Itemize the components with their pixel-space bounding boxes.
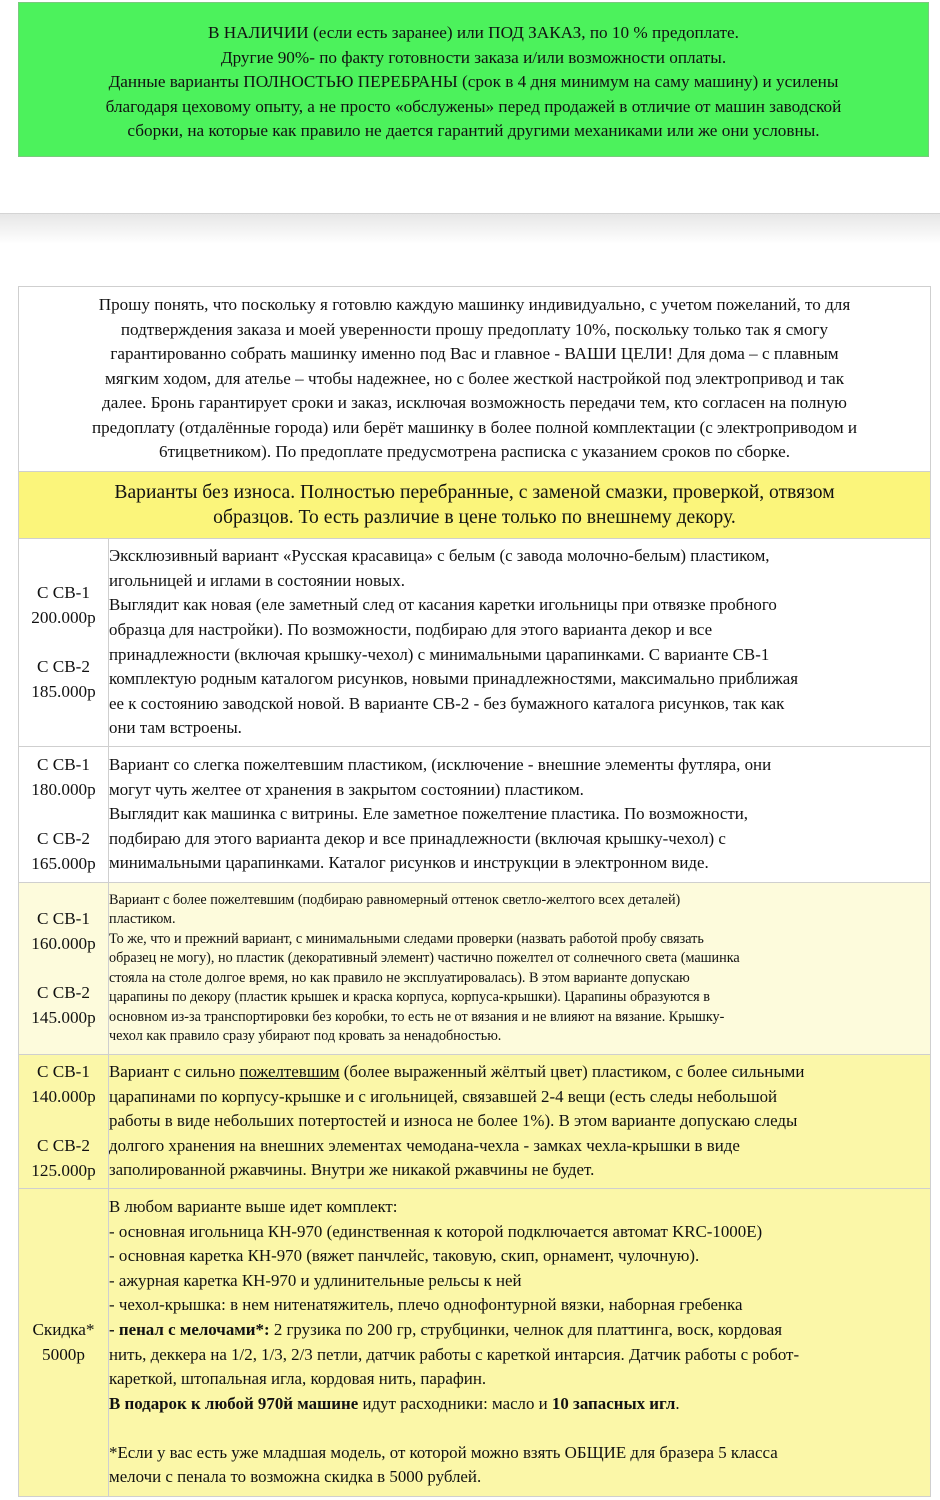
desc-text: Вариант с сильно: [109, 1062, 240, 1082]
desc-line: могут чуть желтее от хранения в закрытом состоянии) пластиком.: [109, 779, 584, 799]
note-line: предоплату (отдалённые города) или берёт машинку в более полной комплектации (с электроприводом и: [91, 417, 858, 437]
desc-line: долгого хранения на внешних элементах чемодана-чехла - замках чехла-крышки в виде: [109, 1135, 740, 1155]
discount-label: Скидка*: [32, 1320, 95, 1339]
price-cell: [19, 539, 109, 747]
desc-line: То же, что и прежний вариант, с минимальными следами проверки (назвать работой пробу связать: [109, 930, 704, 947]
desc-line: принадлежности (включая крышку-чехол) с минимальными царапинками. С варианте СВ-1: [109, 644, 770, 664]
desc-line: основном из-за транспортировки без коробки, то есть не от вязания и не влияют на вязание. Крышку-: [109, 1008, 725, 1025]
desc-line: пластиком.: [109, 911, 176, 927]
desc-line: царапины по декору (пластик крышек и краска корпуса, корпуса-крышки). Царапины образуются в: [109, 989, 710, 1005]
model-label: С СВ-1: [36, 909, 90, 928]
banner-line: Другие 90%- по факту готовности заказа и/или возможности оплаты.: [220, 47, 727, 67]
price-cell: [19, 747, 109, 883]
desc-line: Вариант со слегка пожелтевшим пластиком, (исключение - внешние элементы футляра, они: [109, 755, 772, 775]
desc-line: игольницей и иглами в состоянии новых.: [109, 570, 405, 590]
note-line: 6тицветником). По предоплате предусмотрена расписка с указанием сроков по сборке.: [159, 442, 790, 462]
note-line: мягким ходом, для ателье – чтобы надежнее, но с более жесткой настройкой под электропривод и так: [104, 368, 845, 388]
price-table: [18, 286, 931, 1497]
model-label: С СВ-2: [36, 1136, 90, 1155]
kit-text: 2 грузика по 200 гр, струбцинки, челнок для платтинга, воск, кордовая: [269, 1319, 783, 1339]
model-label: С СВ-2: [36, 829, 90, 848]
discount-amount: 5000р: [42, 1344, 85, 1364]
discount-cell: [19, 1189, 109, 1497]
desc-line: Выглядит как машинка с витрины. Еле заметное пожелтение пластика. По возможности,: [109, 804, 748, 824]
desc-line: Вариант с более пожелтевшим (подбираю равномерный оттенок светло-желтого всех деталей): [109, 891, 681, 908]
model-label: С СВ-1: [36, 1062, 90, 1081]
banner-line: сборки, на которые как правило не дается гарантий другими механиками или же они условны.: [127, 121, 820, 141]
price-value: 145.000р: [31, 1007, 96, 1027]
price-value: 185.000р: [31, 681, 96, 701]
desc-line: [109, 1060, 930, 1085]
note-line: подтверждения заказа и моей уверенности прошу предоплату 10%, поскольку только так я смогу: [120, 319, 829, 339]
footnote-line: *Если у вас есть уже младшая модель, от которой можно взять ОБЩИЕ для бразера 5 класса: [109, 1442, 778, 1462]
variant-description: [109, 883, 931, 1055]
kit-line: нить, деккера на 1/2, 1/3, 2/3 петли, датчик работы с кареткой интарсия. Датчик работы с робот-: [109, 1344, 800, 1364]
banner-line: В НАЛИЧИИ (если есть заранее) или ПОД ЗАКАЗ, по 10 % предоплате.: [208, 23, 739, 42]
desc-line: стояла на столе долгое время, но как правило не эксплуатировалась). В этом варианте допускаю: [109, 969, 690, 986]
kit-text: идут расходники: масло и: [358, 1393, 552, 1413]
price-cell: [19, 883, 109, 1055]
desc-line: комплектую родным каталогом рисунков, новыми принадлежностями, максимально приближая: [109, 669, 799, 689]
heading-line: Варианты без износа. Полностью перебранные, с заменой смазки, проверкой, отвязом: [114, 481, 835, 503]
price-cell: [19, 1055, 109, 1189]
kit-line: - чехол-крышка: в нем нитенатяжитель, плечо однофонтурной вязки, наборная гребенка: [109, 1295, 743, 1315]
kit-line: [109, 1318, 930, 1343]
variant-description: [109, 539, 931, 747]
banner-line: благодаря цеховому опыту, а не просто «обслужены» перед продажей в отличие от машин заводской: [105, 96, 842, 116]
price-value: 160.000р: [31, 933, 96, 953]
spare-needles: 10 запасных игл: [551, 1393, 676, 1413]
model-label: С СВ-2: [36, 657, 90, 676]
price-value: 180.000р: [31, 779, 96, 799]
model-label: С СВ-2: [36, 983, 90, 1002]
note-line: Прошу понять, что поскольку я готовлю каждую машинку индивидуально, с учетом пожеланий, то для: [98, 294, 851, 314]
desc-line: заполированной ржавчины. Внутри же никакой ржавчины не будет.: [109, 1160, 595, 1180]
price-value: 140.000р: [31, 1086, 96, 1106]
availability-banner: [18, 2, 929, 157]
price-value: 125.000р: [31, 1160, 96, 1180]
desc-line: Выглядит как новая (еле заметный след от касания каретки игольницы при отвязке пробного: [109, 595, 777, 615]
price-value: 165.000р: [31, 853, 96, 873]
model-label: С СВ-1: [36, 583, 90, 602]
section-separator: [0, 213, 940, 244]
desc-line: минимальными царапинками. Каталог рисунков и инструкции в электронном виде.: [109, 853, 709, 873]
kit-line: кареткой, штопальная игла, кордовая нить, парафин.: [109, 1369, 487, 1389]
desc-line: работы в виде небольших потертостей и износа не более 1%). В этом варианте допускаю следы: [109, 1111, 798, 1131]
desc-line: Эксклюзивный вариант «Русская красавица» с белым (с завода молочно-белым) пластиком,: [109, 546, 770, 566]
desc-line: они там встроены.: [109, 718, 242, 738]
variants-heading: [19, 472, 931, 539]
pencil-case-label: - пенал с мелочами*:: [109, 1319, 270, 1339]
gift-label: В подарок к любой 970й машине: [109, 1393, 359, 1413]
desc-line: царапинами по корпусу-крышке и с игольницей, связавшей 2-4 вещи (есть следы небольшой: [109, 1086, 778, 1106]
desc-line: ее к состоянию заводской новой. В варианте СВ-2 - без бумажного каталога рисунков, так как: [109, 693, 785, 713]
desc-underlined-text: пожелтевшим: [239, 1062, 340, 1082]
kit-line: - ажурная каретка КН-970 и удлинительные рельсы к ней: [109, 1270, 522, 1290]
desc-line: чехол как правило сразу убирают под кровать за ненадобностью.: [109, 1028, 502, 1044]
kit-text: .: [675, 1393, 680, 1413]
banner-line: Данные варианты ПОЛНОСТЬЮ ПЕРЕБРАНЫ (срок в 4 дня минимум на саму машину) и усилены: [108, 72, 839, 92]
variant-description: [109, 1055, 931, 1189]
kit-description: [109, 1189, 931, 1497]
kit-line: - основная каретка КН-970 (вяжет панчлейс, таковую, скип, орнамент, чулочную).: [109, 1246, 700, 1266]
gift-line: [109, 1392, 930, 1417]
price-value: 200.000р: [31, 607, 96, 627]
prepayment-note: [19, 287, 931, 472]
model-label: С СВ-1: [36, 755, 90, 774]
heading-line: образцов. То есть различие в цене только по внешнему декору.: [213, 507, 736, 528]
variant-description: [109, 747, 931, 883]
footnote-line: мелочи с пенала то возможна скидка в 5000 рублей.: [109, 1467, 482, 1487]
kit-line: - основная игольница КН-970 (единственная к которой подключается автомат KRC-1000E): [109, 1221, 763, 1241]
kit-line: В любом варианте выше идет комплект:: [109, 1196, 398, 1216]
note-line: гарантированно собрать машинку именно под Вас и главное - ВАШИ ЦЕЛИ! Для дома – с плавным: [110, 344, 839, 364]
desc-text: (более выраженный жёлтый цвет) пластиком, с более сильными: [339, 1062, 805, 1082]
desc-line: образца для настройки). По возможности, подбираю для этого варианта декор и все: [109, 619, 713, 639]
note-line: далее. Бронь гарантирует сроки и заказ, исключая возможность передачи тем, кто согласен на полную: [102, 393, 847, 413]
desc-line: образец не могу), но пластик (декоративный элемент) частично пожелтел от солнечного света (машинка: [109, 950, 740, 966]
desc-line: подбираю для этого варианта декор и все принадлежности (включая крышку-чехол) с: [109, 828, 726, 848]
